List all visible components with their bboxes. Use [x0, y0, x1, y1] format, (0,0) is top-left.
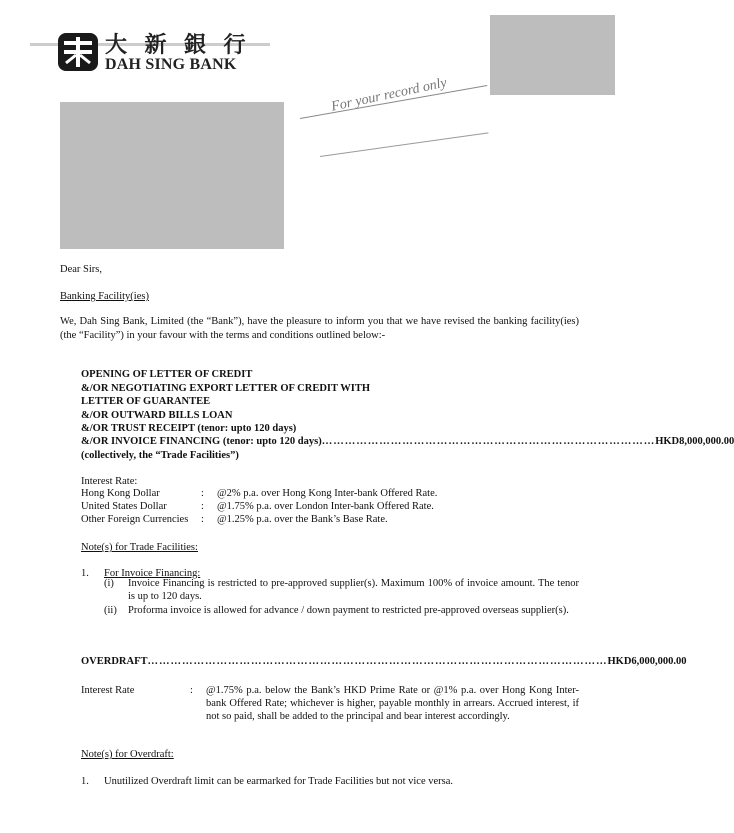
rate-colon: : [201, 501, 204, 512]
redacted-address-block [60, 102, 284, 249]
overdraft-label: OVERDRAFT [81, 656, 148, 667]
overdraft-interest-label: Interest Rate [81, 685, 135, 696]
leader-dots: ………………………………………………………………………………………………………… [147, 656, 608, 667]
leader-dots: …………………………………………………………………………… [321, 436, 656, 447]
trade-amount-line [81, 436, 734, 447]
rate-value: @1.25% p.a. over the Bank’s Base Rate. [217, 514, 388, 525]
subject-heading: Banking Facility(ies) [60, 291, 149, 302]
rate-value: @1.75% p.a. over London Inter-bank Offered Rate. [217, 501, 434, 512]
rate-value: @2% p.a. over Hong Kong Inter-bank Offered Rate. [217, 488, 438, 499]
bank-name-chinese: 大 新 銀 行 [105, 32, 252, 57]
rate-row [81, 514, 388, 525]
trade-line: OPENING OF LETTER OF CREDIT [81, 369, 253, 380]
trade-facility-lines [81, 368, 370, 436]
handwritten-note: For your record only [330, 75, 449, 115]
note-number: 1. [81, 776, 89, 787]
rate-currency: Hong Kong Dollar [81, 488, 160, 499]
bank-logo-icon [58, 33, 98, 71]
handwriting-stroke [320, 132, 488, 157]
rate-row [81, 488, 437, 499]
overdraft-note-text: Unutilized Overdraft limit can be earmarked for Trade Facilities but not vice versa. [104, 776, 454, 787]
bank-name-english: DAH SING BANK [105, 56, 237, 73]
sub-note-text: Invoice Financing is restricted to pre-approved supplier(s). Maximum 100% of invoice amount. The tenor is up to 120 days. [128, 578, 579, 602]
trade-line: &/OR TRUST RECEIPT (tenor: upto 120 days) [81, 423, 297, 435]
rate-colon: : [201, 514, 204, 525]
note-title: For Invoice Financing: [104, 568, 201, 579]
intro-paragraph: We, Dah Sing Bank, Limited (the “Bank”), have the pleasure to inform you that we have revised the banking facility(ies) (the “Facility”) in your favour with the terms and conditions outlined below:- [60, 316, 579, 341]
salutation: Dear Sirs, [60, 264, 102, 275]
trade-line: &/OR OUTWARD BILLS LOAN [81, 409, 233, 421]
rate-colon: : [201, 488, 204, 499]
sub-note-text: Proforma invoice is allowed for advance / down payment to restricted pre-approved overseas supplier(s). [128, 605, 569, 616]
rate-row [81, 501, 434, 512]
note-number: 1. [81, 568, 89, 579]
overdraft-interest-text: @1.75% p.a. below the Bank’s HKD Prime Rate or @1% p.a. over Hong Kong Inter-bank Offered Rate; whichever is higher, payable monthly in arrears. Accrued interest, if not so paid, shall be added to the principal and bear interest accordingly. [206, 685, 579, 722]
trade-notes-heading: Note(s) for Trade Facilities: [81, 542, 198, 553]
rate-currency: United States Dollar [81, 501, 167, 512]
sub-note-number: (ii) [104, 605, 117, 616]
trade-interest-heading: Interest Rate: [81, 476, 138, 487]
trade-line: LETTER OF GUARANTEE [81, 396, 211, 408]
trade-line: &/OR NEGOTIATING EXPORT LETTER OF CREDIT WITH [81, 382, 371, 394]
overdraft-amount: HKD6,000,000.00 [607, 656, 687, 667]
trade-collective-label: (collectively, the “Trade Facilities”) [81, 450, 239, 461]
overdraft-interest-colon: : [190, 685, 193, 696]
rate-currency: Other Foreign Currencies [81, 514, 189, 525]
overdraft-notes-heading: Note(s) for Overdraft: [81, 749, 174, 760]
trade-last-line: &/OR INVOICE FINANCING (tenor: upto 120 days) [81, 436, 322, 447]
sub-note-number: (i) [104, 578, 114, 589]
redacted-reference-block [490, 15, 615, 95]
trade-amount: HKD8,000,000.00 [655, 436, 734, 447]
overdraft-amount-line [81, 656, 687, 667]
